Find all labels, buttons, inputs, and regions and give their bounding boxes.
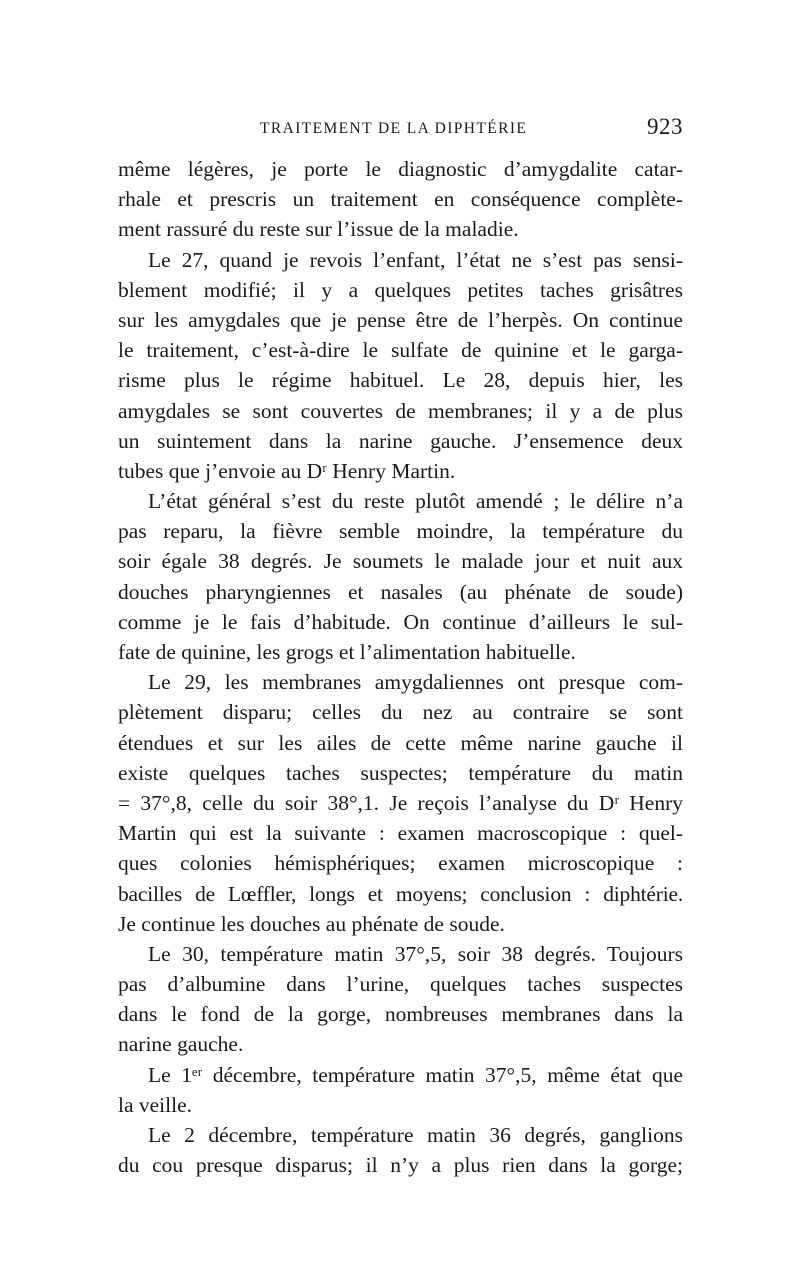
text-line: narine gauche. — [118, 1032, 244, 1057]
text-line: Le 27, quand je revois l’enfant, l’état ne s’est pas sensi- — [148, 247, 683, 272]
body-text — [118, 154, 683, 1180]
text-line: Je continue les douches au phénate de soude. — [118, 911, 505, 936]
text-line: ques colonies hémisphériques; examen microscopique : — [118, 851, 683, 876]
text-line: pas d’albumine dans l’urine, quelques taches suspectes — [118, 972, 683, 997]
page-number: 923 — [647, 114, 683, 139]
text-line: tubes que j’envoie au Dʳ Henry Martin. — [118, 458, 456, 483]
text-line: pas reparu, la fièvre semble moindre, la température du — [118, 519, 683, 544]
text-line: étendues et sur les ailes de cette même narine gauche il — [118, 730, 683, 755]
text-line: fate de quinine, les grogs et l’alimentation habituelle. — [118, 640, 576, 664]
text-line: = 37°,8, celle du soir 38°,1. Je reçois l’analyse du Dʳ Henry — [118, 790, 683, 815]
text-line: risme plus le régime habituel. Le 28, depuis hier, les — [118, 368, 683, 393]
text-line: L’état général s’est du reste plutôt amendé ; le délire n’a — [148, 489, 683, 514]
text-line: soir égale 38 degrés. Je soumets le malade jour et nuit aux — [118, 549, 683, 574]
text-line: amygdales se sont couvertes de membranes; il y a de plus — [118, 398, 683, 423]
text-line: le traitement, c’est-à-dire le sulfate de quinine et le garga- — [118, 338, 683, 363]
text-line: comme je le fais d’habitude. On continue d’ailleurs le sul- — [118, 609, 683, 634]
text-line: plètement disparu; celles du nez au contraire se sont — [118, 700, 683, 725]
text-line: Le 29, les membranes amygdaliennes ont presque com- — [148, 670, 683, 695]
text-line: douches pharyngiennes et nasales (au phénate de soude) — [118, 579, 683, 604]
text-line: Martin qui est la suivante : examen macroscopique : quel- — [118, 821, 683, 846]
book-page — [118, 100, 683, 1180]
text-line: blement modifié; il y a quelques petites taches grisâtres — [118, 277, 683, 302]
text-line: Le 1ᵉʳ décembre, température matin 37°,5, même état que — [148, 1062, 683, 1087]
text-line: du cou presque disparus; il n’y a plus rien dans la gorge; — [118, 1153, 683, 1178]
text-line: un suintement dans la narine gauche. J’ensemence deux — [118, 428, 683, 453]
running-head — [118, 100, 683, 140]
text-line: ment rassuré du reste sur l’issue de la maladie. — [118, 217, 519, 242]
text-line: Le 2 décembre, température matin 36 degrés, ganglions — [148, 1123, 683, 1147]
text-line: sur les amygdales que je pense être de l’herpès. On continue — [118, 307, 683, 332]
text-line: bacilles de Lœffler, longs et moyens; conclusion : diphtérie. — [118, 881, 683, 906]
text-line: existe quelques taches suspectes; température du matin — [118, 760, 683, 785]
text-line: la veille. — [118, 1092, 193, 1117]
text-line: dans le fond de la gorge, nombreuses membranes dans la — [118, 1002, 683, 1027]
text-line: même légères, je porte le diagnostic d’amygdalite catar- — [118, 157, 683, 181]
text-line: rhale et prescris un traitement en conséquence complète- — [118, 187, 683, 212]
running-title: TRAITEMENT DE LA DIPHTÉRIE — [260, 120, 528, 137]
text-line: Le 30, température matin 37°,5, soir 38 degrés. Toujours — [148, 941, 683, 966]
